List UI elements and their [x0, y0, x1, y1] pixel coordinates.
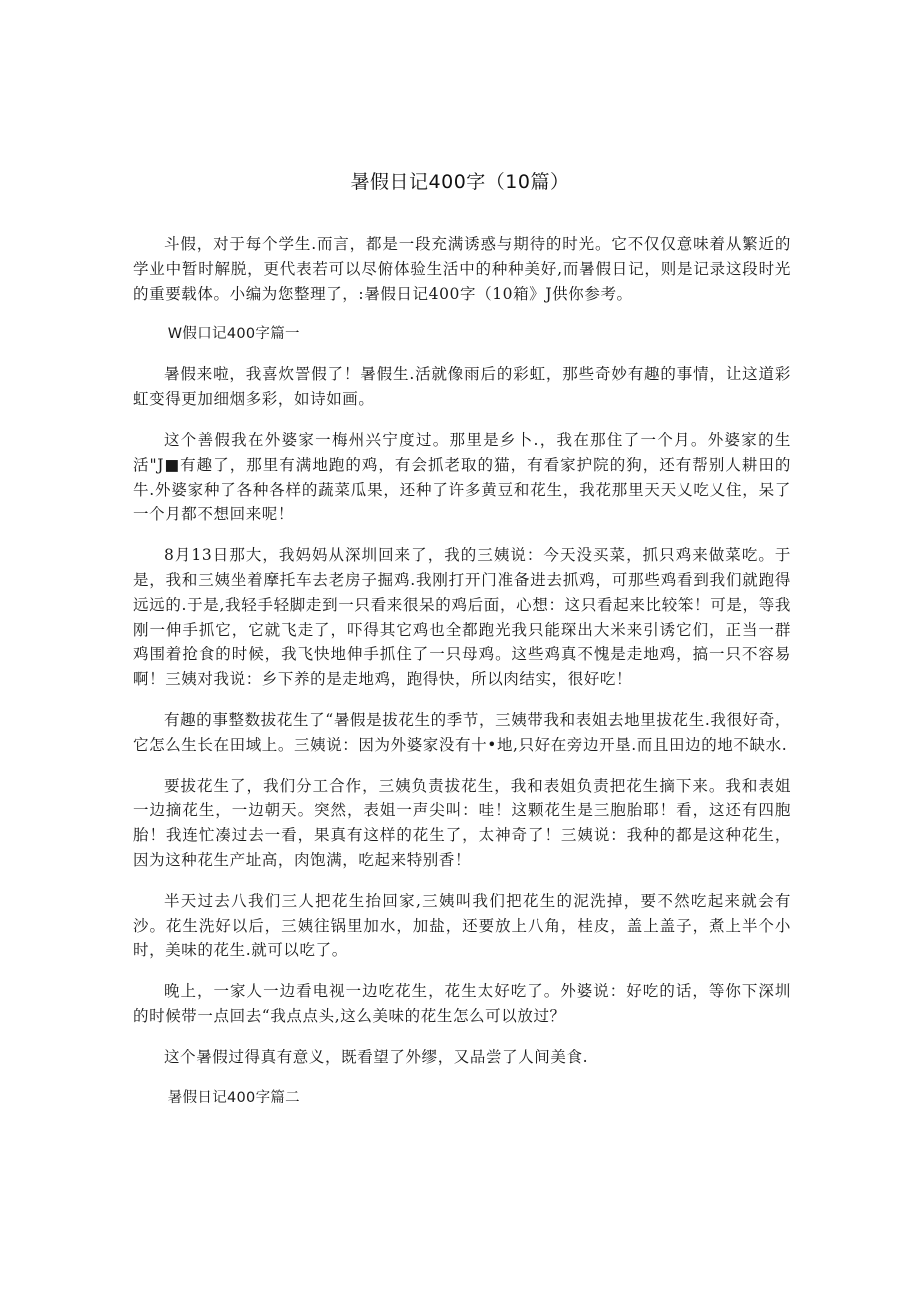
intro-paragraph: 斗假，对于每个学生.而言，都是一段充满诱惑与期待的时光。它不仅仅意味着从繁近的学业中暂时解脱，更代表若可以尽俯体验生活中的种种美好,而暑假日记，则是记录这段时光的重要载体。小编为您整理了，:暑假日记400字（10箱》J供你参考。	[133, 235, 791, 303]
body-paragraph: 8月13日那大，我妈妈从深圳回来了，我的三姨说：今天没买菜，抓只鸡来做菜吃。于是，我和三姨坐着摩托车去老房子掘鸡.我刚打开门准备进去抓鸡，可那些鸡看到我们就跑得远远的.于是,我轻手轻脚走到一只看来很呆的鸡后面，心想：这只看起来比较笨！可是，等我刚一伸手抓它，它就飞走了，吓得其它鸡也全都跑光我只能琛出大米来引诱它们，正当一群鸡围着抢食的时候，我飞快地伸手抓住了一只母鸡。这些鸡真不愧是走地鸡，搞一只不容易啊！三姨对我说：乡下养的是走地鸡，跑得快，所以肉结实，很好吃！	[133, 546, 791, 689]
body-paragraph: 晚上，一家人一边看电视一边吃花生，花生太好吃了。外婆说：好吃的话，等你下深圳的时候带一点回去“我点点头,这么美味的花生怎么可以放过？	[133, 982, 791, 1025]
document-title: 暑假日记400字（10篇）	[350, 171, 570, 193]
document-body	[133, 232, 791, 1126]
section-heading-2: 暑假日记400字篇二	[167, 1089, 300, 1106]
body-paragraph: 这个善假我在外婆家一梅州兴宁度过。那里是乡卜.，我在那住了一个月。外婆家的生活"J■有趣了，那里有满地跑的鸡，有会抓老取的猫，有看家护院的狗，还有帮别人耕田的牛.外婆家种了各种各样的蔬菜瓜果，还种了许多黄豆和花生，我花那里天天乂吃乂住，呆了一个月都不想回来呢！	[133, 430, 791, 524]
section-heading-1: W假口记400字篇一	[167, 326, 300, 343]
body-paragraph: 半天过去八我们三人把花生抬回家,三姨叫我们把花生的泥洗掉，要不然吃起来就会有沙。花生洗好以后，三姨往锅里加水，加盐，还要放上八角，桂皮，盖上盖子，煮上半个小时，美味的花生.就可以吃了。	[133, 891, 791, 960]
body-paragraph: 要拔花生了，我们分工合作，三姨负责拔花生，我和表姐负责把花生摘下来。我和表姐一边摘花生，一边朝天。突然，表姐一声尖叫：哇！这颗花生是三胞胎耶！看，这还有四胞胎！我连忙凑过去一看，果真有这样的花生了，太神奇了！三姨说：我种的都是这种花生，因为这种花生产址高，肉饱满，吃起来特别香！	[133, 776, 791, 869]
body-paragraph: 暑假来啦，我喜炊詈假了！暑假生.活就像雨后的彩虹，那些奇妙有趣的事情，让这道彩虹变得更加细烟多彩，如诗如画。	[133, 365, 791, 409]
body-paragraph: 有趣的事整数拔花生了“暑假是拔花生的季节，三姨带我和表姐去地里拔花生.我很好奇，它怎么生长在田域上。三姨说：因为外婆家没有十•地,只好在旁边开垦.而且田边的地不缺水.	[133, 710, 791, 754]
body-paragraph: 这个暑假过得真有意义，既看望了外缪，又品尝了人间美食.	[164, 1047, 589, 1066]
